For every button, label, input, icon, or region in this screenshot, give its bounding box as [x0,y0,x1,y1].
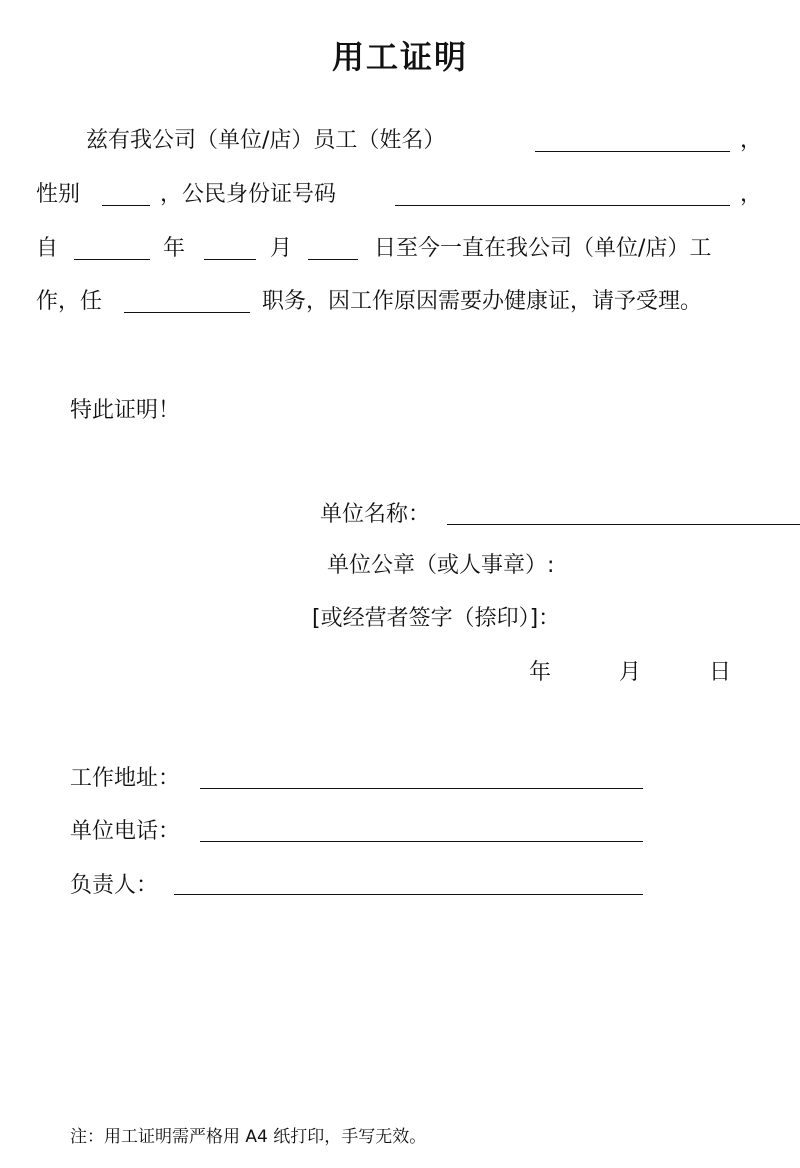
position-blank[interactable] [124,312,250,313]
gender-blank[interactable] [102,205,150,206]
start-day-blank[interactable] [308,259,358,260]
month-label: 月 [270,236,293,261]
id-number-label: ，公民身份证号码 [160,182,337,207]
unit-name-label: 单位名称： [320,502,431,527]
sign-year-label: 年 [529,660,552,685]
start-month-blank[interactable] [204,259,256,260]
request-statement-text: 职务，因工作原因需要办健康证，请予受理。 [262,289,703,314]
position-label: 作，任 [36,289,103,314]
responsible-person-label: 负责人： [70,873,159,898]
responsible-person-blank[interactable] [174,894,643,895]
unit-phone-blank[interactable] [200,841,643,842]
employee-name-blank[interactable] [535,151,730,152]
work-address-label: 工作地址： [70,766,181,791]
id-number-blank[interactable] [395,205,730,206]
hereby-certify-text: 特此证明！ [70,398,181,423]
employee-intro-text: 兹有我公司（单位/店）员工（姓名） [86,128,446,153]
comma-text: ， [740,128,763,153]
page-title: 用工证明 [331,38,468,76]
employment-statement-text: 日至今一直在我公司（单位/店）工 [374,236,712,261]
year-label: 年 [163,236,186,261]
comma-text: ， [740,182,763,207]
owner-signature-label: [或经营者签字（捺印）]： [312,606,561,631]
sign-day-label: 日 [709,660,732,685]
work-address-blank[interactable] [200,788,643,789]
unit-seal-label: 单位公章（或人事章）: [327,553,555,578]
footnote-text: 注：用工证明需严格用 A4 纸打印，手写无效。 [70,1127,427,1147]
unit-name-blank[interactable] [447,524,800,525]
unit-phone-label: 单位电话： [70,819,181,844]
gender-label: 性别 [36,182,81,207]
sign-month-label: 月 [619,660,642,685]
start-year-blank[interactable] [74,259,150,260]
from-label: 自 [36,236,59,261]
